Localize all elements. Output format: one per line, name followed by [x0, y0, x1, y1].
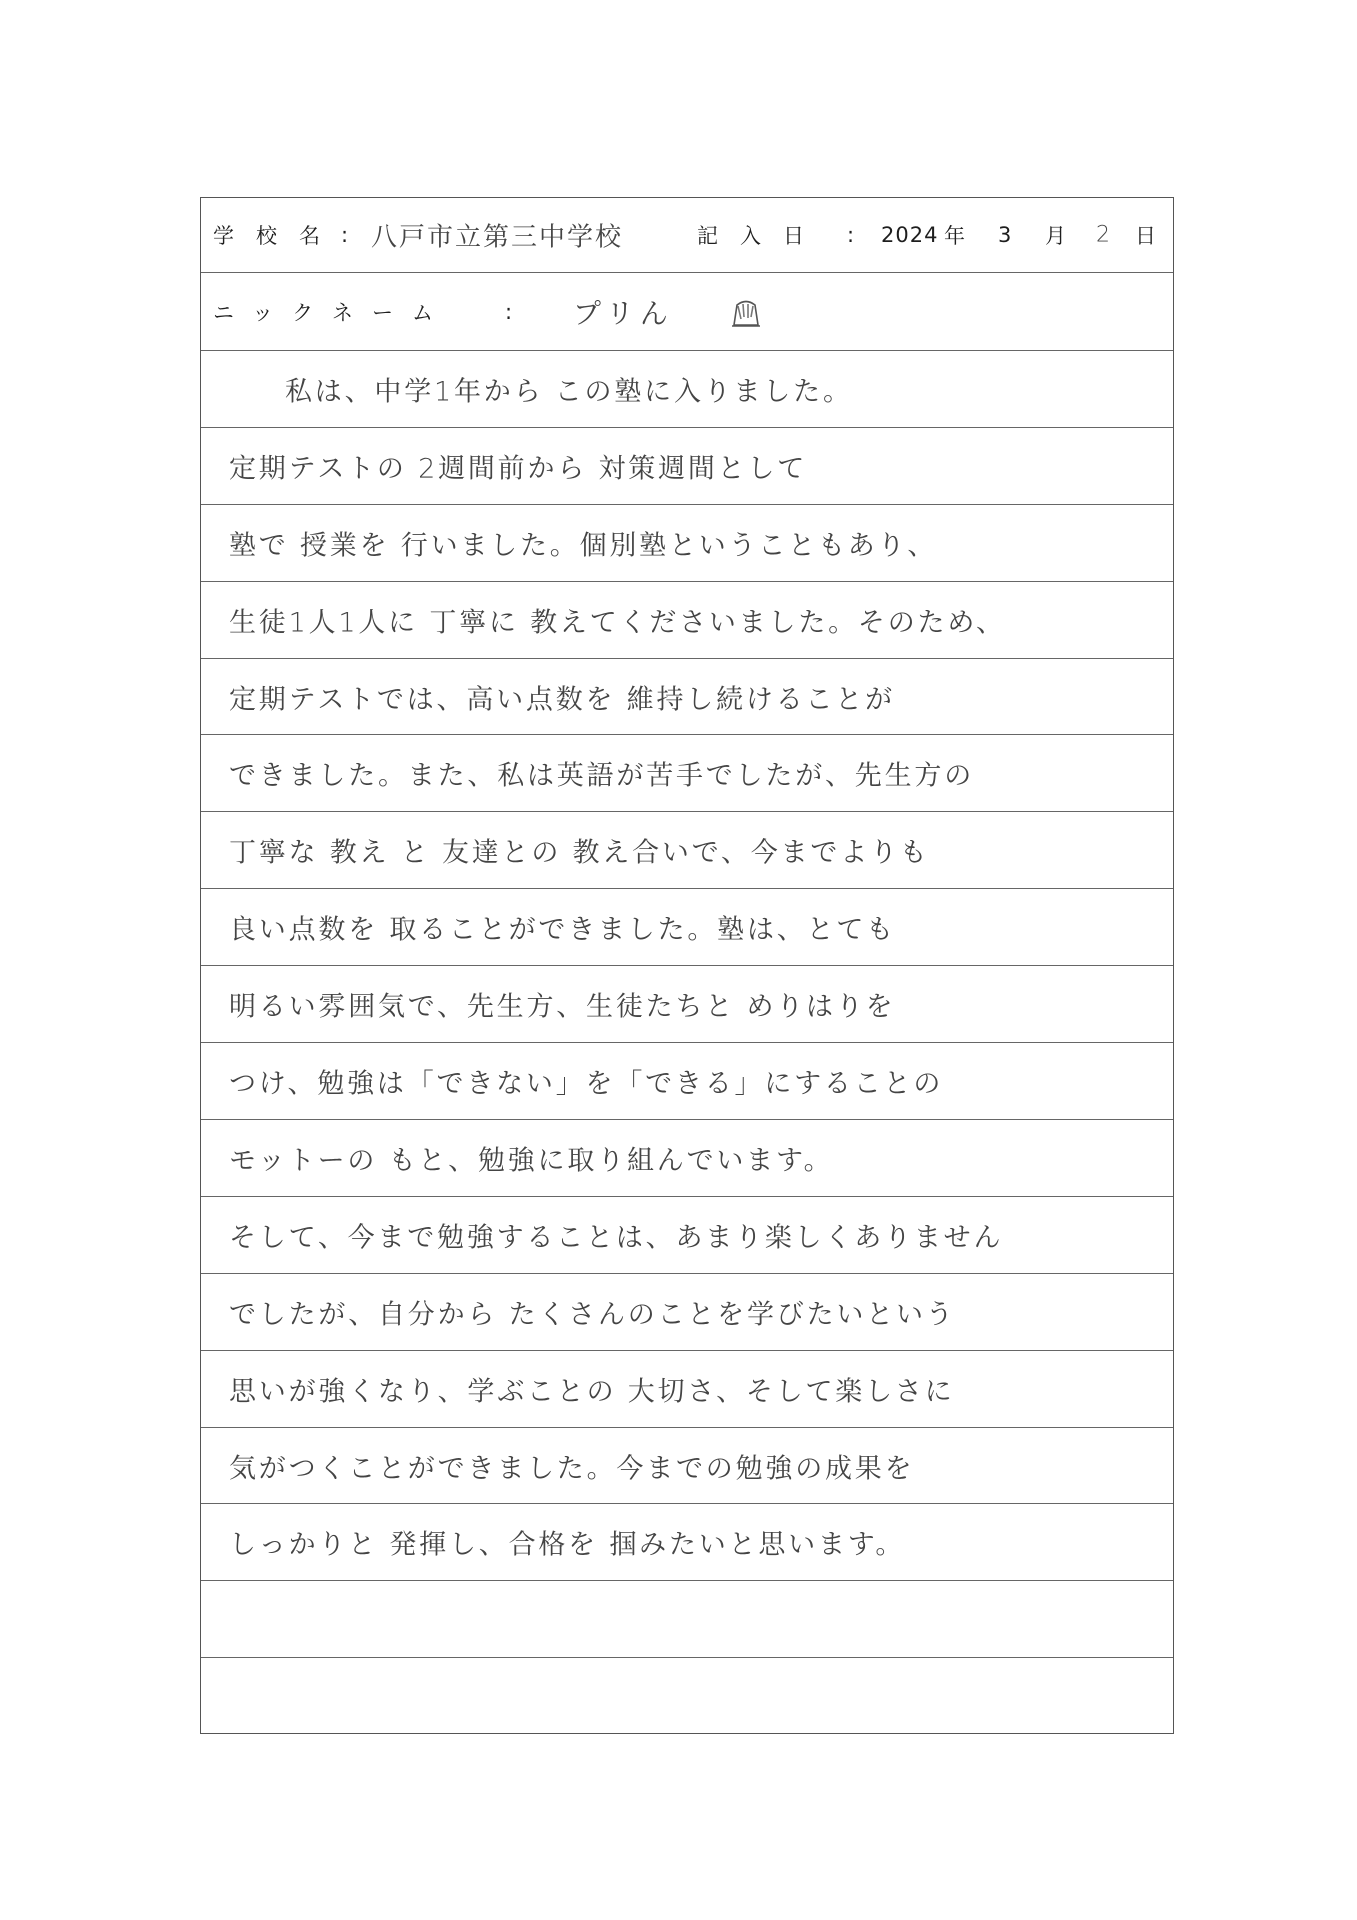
date-day-unit: 日	[1135, 224, 1156, 248]
essay-line-text: モットーの もと、勉強に取り組んでいます。	[229, 1145, 834, 1177]
nickname-row	[201, 273, 1173, 351]
essay-line-row	[201, 1658, 1173, 1735]
school-row	[201, 198, 1173, 273]
essay-line-row	[201, 736, 1173, 813]
essay-line-row	[201, 966, 1173, 1043]
school-label: 学校名	[213, 224, 342, 248]
essay-line-row	[201, 1274, 1173, 1351]
essay-line-text: そして、今まで勉強することは、あまり楽しくありません	[229, 1222, 1004, 1254]
essay-line-text: 塾で 授業を 行いました。個別塾ということもあり、	[229, 530, 938, 562]
essay-line-row	[201, 812, 1173, 889]
essay-line-text: できました。また、私は英語が苦手でしたが、先生方の	[229, 760, 974, 792]
essay-line-text: つけ、勉強は「できない」を「できる」にすることの	[229, 1068, 944, 1100]
essay-line-row	[201, 1581, 1173, 1658]
date-label: 記入日	[697, 224, 826, 248]
essay-line-row	[201, 1043, 1173, 1120]
pudding-icon	[729, 295, 763, 329]
date-month-unit: 月	[1045, 224, 1088, 248]
date-year-unit: 年	[944, 224, 987, 248]
essay-line-text: 思いが強くなり、学ぶことの 大切さ、そして楽しさに	[229, 1376, 955, 1408]
essay-line-text: 明るい雰囲気で、先生方、生徒たちと めりはりを	[229, 991, 896, 1023]
nickname-colon: :	[505, 299, 513, 324]
essay-line-text: 生徒1人1人に 丁寧に 教えてくださいました。そのため、	[229, 607, 1006, 639]
essay-line-text: 定期テストでは、高い点数を 維持し続けることが	[229, 684, 895, 716]
essay-line-text: しっかりと 発揮し、合格を 掴みたいと思います。	[229, 1529, 906, 1561]
essay-line-text: 丁寧な 教え と 友達との 教え合いで、今までよりも	[229, 837, 930, 869]
essay-line-row	[201, 1505, 1173, 1582]
date-year: 2024	[881, 223, 939, 247]
essay-line-row	[201, 1428, 1173, 1505]
essay-line-row	[201, 505, 1173, 582]
essay-line-text: 定期テストの 2週間前から 対策週間として	[229, 453, 808, 485]
essay-line-row	[201, 582, 1173, 659]
essay-line-row	[201, 659, 1173, 736]
date-month: 3	[998, 223, 1012, 247]
essay-line-row	[201, 1197, 1173, 1274]
essay-line-row	[201, 889, 1173, 966]
essay-line-text: 私は、中学1年から この塾に入りました。	[285, 376, 853, 408]
essay-line-row	[201, 1351, 1173, 1428]
essay-form	[200, 197, 1174, 1734]
nickname-value: プリん	[573, 296, 674, 330]
date-day: 2	[1096, 222, 1110, 248]
essay-line-text: 良い点数を 取ることができました。塾は、とても	[229, 914, 896, 946]
essay-line-text: でしたが、自分から たくさんのことを学びたいという	[229, 1299, 956, 1331]
essay-line-text: 気がつくことができました。今までの勉強の成果を	[229, 1453, 915, 1485]
school-colon: :	[341, 223, 371, 247]
date-colon: :	[847, 223, 877, 247]
essay-line-row	[201, 1120, 1173, 1197]
essay-line-row	[201, 428, 1173, 505]
essay-line-row	[201, 351, 1173, 428]
school-name: 八戸市立第三中学校	[371, 222, 624, 253]
nickname-label: ニックネーム	[213, 300, 452, 325]
